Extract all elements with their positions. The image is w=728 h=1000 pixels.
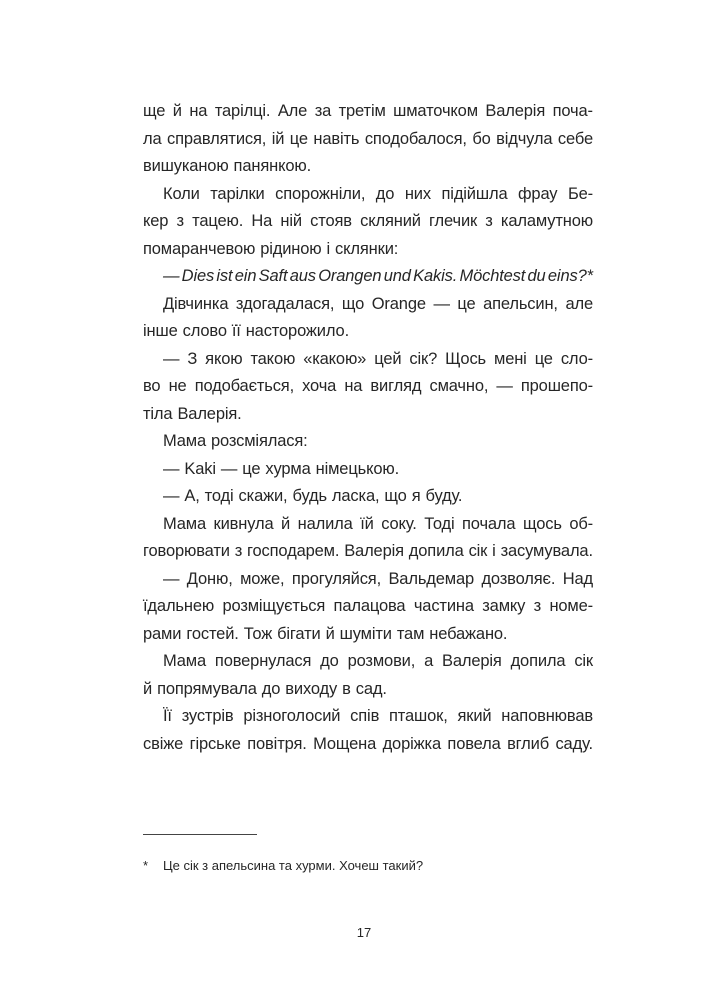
word: але xyxy=(565,294,593,313)
footnote-divider xyxy=(143,834,257,835)
word: ій xyxy=(271,129,285,148)
word: Orange xyxy=(371,294,426,313)
footnote-marker: * xyxy=(143,858,149,873)
word: розміщується xyxy=(222,597,326,615)
word: — xyxy=(220,459,238,478)
word: сподобалося, xyxy=(364,129,467,148)
word: й xyxy=(325,624,335,643)
word: і xyxy=(326,239,331,258)
text-line xyxy=(143,126,593,154)
page-number: 17 xyxy=(356,925,372,940)
word: сік? xyxy=(409,349,438,368)
word: доріжка xyxy=(382,734,441,753)
word: відчула xyxy=(496,129,553,148)
word: і xyxy=(492,542,496,560)
word: З xyxy=(187,349,198,368)
word: сік xyxy=(468,542,488,560)
word: панянкою. xyxy=(233,157,312,175)
text-line xyxy=(143,566,593,594)
footnote xyxy=(143,857,423,875)
text-line-german xyxy=(143,263,593,291)
word: сад. xyxy=(355,679,387,698)
word: Dies xyxy=(181,267,215,285)
word: них xyxy=(404,184,431,203)
text-line xyxy=(143,428,593,456)
word: На xyxy=(251,212,273,230)
word: ласка, xyxy=(331,487,380,505)
word: дозволяє. xyxy=(481,569,556,588)
word: Kakis. xyxy=(413,267,458,285)
word: — xyxy=(163,459,180,478)
word: стояв xyxy=(310,212,352,230)
word: їй xyxy=(360,514,374,533)
word: — xyxy=(163,487,180,505)
word: шматочком xyxy=(393,102,478,120)
word: А, xyxy=(184,487,200,505)
text-line xyxy=(143,236,593,264)
text-line xyxy=(143,456,593,484)
word: Мощена xyxy=(313,734,377,753)
word: здогадалася, xyxy=(235,294,335,313)
word: скляний xyxy=(360,212,421,230)
word: прогуляйся, xyxy=(291,569,382,588)
word: кер xyxy=(143,212,169,230)
word: якою xyxy=(205,349,243,368)
text-line xyxy=(143,676,593,704)
word: засумувала. xyxy=(500,542,593,560)
word: бо xyxy=(472,129,491,148)
word: саду. xyxy=(555,734,593,753)
word: ній xyxy=(280,212,302,230)
word: насторожило. xyxy=(245,322,350,340)
word: шуміти xyxy=(339,624,392,643)
word: апельсин, xyxy=(483,294,558,313)
word: Над xyxy=(562,569,593,588)
word: мені xyxy=(494,349,527,368)
text-line xyxy=(143,593,593,621)
text-line xyxy=(143,703,593,731)
word: бігати xyxy=(277,624,321,643)
word: сік xyxy=(574,652,593,670)
word: себе xyxy=(557,129,593,148)
word: з xyxy=(234,542,243,560)
word: гостей. xyxy=(186,624,239,643)
word: почала xyxy=(462,514,516,533)
word: з xyxy=(176,212,184,230)
text-line xyxy=(143,401,593,429)
word: там xyxy=(396,624,425,643)
word: Orangen xyxy=(318,267,382,285)
word: подобається, xyxy=(194,377,295,395)
word: це xyxy=(534,349,553,368)
word: допила xyxy=(408,542,464,560)
word: й xyxy=(143,679,153,698)
word: — xyxy=(163,569,180,588)
word: різноголосий xyxy=(243,707,341,725)
word: Валерія xyxy=(441,652,502,670)
word: тарілки xyxy=(210,184,265,203)
word: цей xyxy=(374,349,402,368)
word: скажи, xyxy=(238,487,288,505)
word: розмови, xyxy=(347,652,416,670)
text-line xyxy=(143,291,593,319)
word: Мама xyxy=(163,432,207,450)
word: тацею. xyxy=(192,212,244,230)
body-text xyxy=(143,98,593,758)
text-line xyxy=(143,98,593,126)
word: повернулася xyxy=(214,652,312,670)
word: du xyxy=(527,267,546,285)
word: Тоді xyxy=(424,514,455,533)
word: Kaki xyxy=(184,459,216,478)
word: — xyxy=(163,267,180,285)
word: це xyxy=(289,129,308,148)
word: — xyxy=(496,377,513,395)
word: прошепо- xyxy=(520,377,593,395)
text-line xyxy=(143,153,593,181)
word: на xyxy=(189,102,208,120)
word: Дівчинка xyxy=(163,294,229,313)
text-line xyxy=(143,318,593,346)
word: во xyxy=(143,377,161,395)
word: кивнула xyxy=(213,514,274,533)
word: ще xyxy=(143,102,166,120)
word: щось xyxy=(522,514,562,533)
word: гірське xyxy=(189,734,241,753)
word: може, xyxy=(240,569,285,588)
text-line xyxy=(143,538,593,566)
word: рами xyxy=(143,624,182,643)
word: небажано. xyxy=(429,624,508,643)
word: «какою» xyxy=(303,349,367,368)
word: Щось xyxy=(445,349,487,368)
word: це xyxy=(242,459,261,478)
word: хурма xyxy=(265,459,311,478)
word: Вальдемар xyxy=(388,569,475,588)
word: ist xyxy=(216,267,233,285)
word: справлятися, xyxy=(166,129,267,148)
word: на xyxy=(344,377,363,395)
text-line xyxy=(143,208,593,236)
word: — xyxy=(433,294,450,313)
text-line xyxy=(143,731,593,759)
word: й xyxy=(172,102,182,120)
word: й xyxy=(281,514,291,533)
word: це xyxy=(457,294,476,313)
word: вглиб xyxy=(507,734,550,753)
word: Валерія xyxy=(485,102,546,120)
word: до xyxy=(261,679,281,698)
word: eins?* xyxy=(547,267,593,285)
word: склянки: xyxy=(335,239,399,258)
footnote-text: Це сік з апельсина та хурми. Хочеш такий? xyxy=(163,858,424,873)
word: палацова xyxy=(333,597,406,615)
word: тоді xyxy=(204,487,234,505)
word: інше xyxy=(143,322,178,340)
word: Бе- xyxy=(567,184,593,203)
word: соку. xyxy=(381,514,417,533)
word: підійшла xyxy=(441,184,508,203)
word: буду. xyxy=(425,487,463,505)
word: поча- xyxy=(552,102,593,120)
text-line xyxy=(143,181,593,209)
word: німецькою. xyxy=(315,459,400,478)
text-line xyxy=(143,621,593,649)
word: ein xyxy=(234,267,257,285)
word: повітря. xyxy=(247,734,307,753)
word: Möchtest xyxy=(459,267,526,285)
word: номе- xyxy=(549,597,593,615)
word: допила xyxy=(510,652,566,670)
word: хоча xyxy=(302,377,337,395)
word: Мама xyxy=(163,652,207,670)
word: сло- xyxy=(560,349,593,368)
word: говорювати xyxy=(143,542,230,560)
word: рідиною xyxy=(260,239,322,258)
word: слово xyxy=(182,322,227,340)
word: в xyxy=(342,679,351,698)
word: смачно, xyxy=(429,377,489,395)
word: за xyxy=(314,102,332,120)
word: замку xyxy=(482,597,526,615)
word: тарілці. xyxy=(214,102,271,120)
word: їдальнею xyxy=(143,597,215,615)
word: зустрів xyxy=(181,707,234,725)
word: попрямувала xyxy=(157,679,257,698)
word: вишуканою xyxy=(143,157,229,175)
text-line xyxy=(143,373,593,401)
text-line xyxy=(143,483,593,511)
word: до xyxy=(375,184,395,203)
word: помаранчевою xyxy=(143,239,256,258)
word: я xyxy=(411,487,421,505)
word: наповнював xyxy=(501,707,593,725)
word: який xyxy=(457,707,492,725)
word: Але xyxy=(277,102,308,120)
word: розсміялася: xyxy=(211,432,308,450)
word: навіть xyxy=(313,129,360,148)
text-line xyxy=(143,346,593,374)
word: Saft xyxy=(258,267,288,285)
word: з xyxy=(485,212,493,230)
word: каламутною xyxy=(500,212,593,230)
word: Валерія. xyxy=(177,404,242,423)
word: виходу xyxy=(285,679,338,698)
word: ла xyxy=(143,129,162,148)
word: — xyxy=(163,349,180,368)
word: третім xyxy=(338,102,386,120)
word: частина xyxy=(413,597,474,615)
word: пташок, xyxy=(389,707,448,725)
word: налила xyxy=(297,514,353,533)
word: aus xyxy=(289,267,316,285)
word: повела xyxy=(447,734,501,753)
word: und xyxy=(383,267,411,285)
word: з xyxy=(533,597,542,615)
word: що xyxy=(341,294,365,313)
word: спорожніли, xyxy=(275,184,366,203)
word: фрау xyxy=(518,184,558,203)
word: до xyxy=(320,652,339,670)
word: об- xyxy=(569,514,593,533)
word: Доню, xyxy=(186,569,233,588)
word: тіла xyxy=(143,404,173,423)
word: свіже xyxy=(143,734,184,753)
word: не xyxy=(168,377,187,395)
word: що xyxy=(384,487,407,505)
word: Її xyxy=(163,707,172,725)
word: Тож xyxy=(243,624,273,643)
word: а xyxy=(424,652,434,670)
word: Мама xyxy=(163,514,207,533)
word: спів xyxy=(350,707,380,725)
word: глечик xyxy=(429,212,478,230)
word: Коли xyxy=(163,184,200,203)
word: її xyxy=(231,322,241,340)
word: Валерія xyxy=(344,542,404,560)
text-line xyxy=(143,648,593,676)
word: господарем. xyxy=(247,542,340,560)
word: вигляд xyxy=(370,377,422,395)
word: будь xyxy=(292,487,327,505)
word: такою xyxy=(250,349,296,368)
text-line xyxy=(143,511,593,539)
